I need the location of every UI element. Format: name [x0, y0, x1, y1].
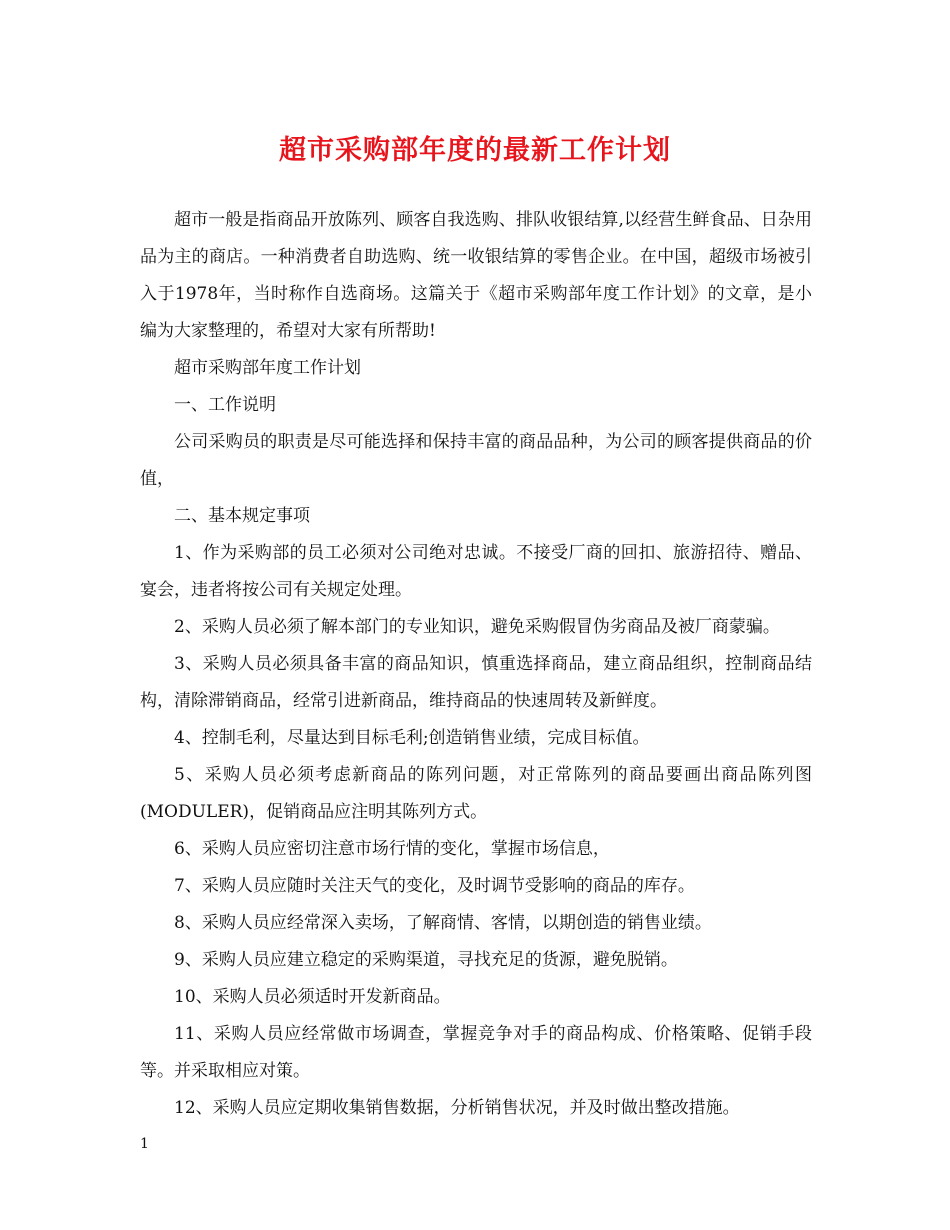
document-body	[140, 202, 812, 1127]
paragraph: 12、采购人员应定期收集销售数据，分析销售状况，并及时做出整改措施。	[174, 1098, 740, 1118]
paragraph: 1、作为采购部的员工必须对公司绝对忠诚。不接受厂商的回扣、旅游招待、赠品、宴会，违者将按公司有关规定处理。	[140, 543, 812, 600]
paragraph: 4、控制毛利，尽量达到目标毛利;创造销售业绩，完成目标值。	[174, 728, 650, 748]
page-number: 1	[140, 1136, 149, 1152]
paragraph: 超市一般是指商品开放陈列、顾客自我选购、排队收银结算,以经营生鲜食品、日杂用品为主的商店。一种消费者自助选购、统一收银结算的零售企业。在中国，超级市场被引入于1978年，当时称作自选商场。这篇关于《超市采购部年度工作计划》的文章，是小编为大家整理的，希望对大家有所帮助!	[140, 210, 812, 341]
paragraph: 8、采购人员应经常深入卖场，了解商情、客情，以期创造的销售业绩。	[174, 913, 712, 933]
paragraph: 6、采购人员应密切注意市场行情的变化，掌握市场信息，	[174, 839, 610, 859]
paragraph: 一、工作说明	[174, 395, 276, 415]
paragraph: 9、采购人员应建立稳定的采购渠道，寻找充足的货源，避免脱销。	[174, 950, 678, 970]
document-title: 超市采购部年度的最新工作计划	[279, 135, 671, 166]
paragraph: 二、基本规定事项	[174, 506, 310, 526]
paragraph: 2、采购人员必须了解本部门的专业知识，避免采购假冒伪劣商品及被厂商蒙骗。	[174, 617, 780, 637]
paragraph: 10、采购人员必须适时开发新商品。	[174, 987, 451, 1007]
paragraph: 3、采购人员必须具备丰富的商品知识，慎重选择商品，建立商品组织，控制商品结构，清除滞销商品，经常引进新商品，维持商品的快速周转及新鲜度。	[140, 654, 812, 711]
paragraph: 11、采购人员应经常做市场调查，掌握竞争对手的商品构成、价格策略、促销手段等。并采取相应对策。	[140, 1024, 812, 1081]
paragraph: 公司采购员的职责是尽可能选择和保持丰富的商品品种，为公司的顾客提供商品的价值，	[140, 432, 812, 489]
paragraph: 超市采购部年度工作计划	[174, 358, 361, 378]
paragraph: 7、采购人员应随时关注天气的变化，及时调节受影响的商品的库存。	[174, 876, 695, 896]
paragraph: 5、采购人员必须考虑新商品的陈列问题，对正常陈列的商品要画出商品陈列图(MODULER)，促销商品应注明其陈列方式。	[140, 765, 812, 822]
